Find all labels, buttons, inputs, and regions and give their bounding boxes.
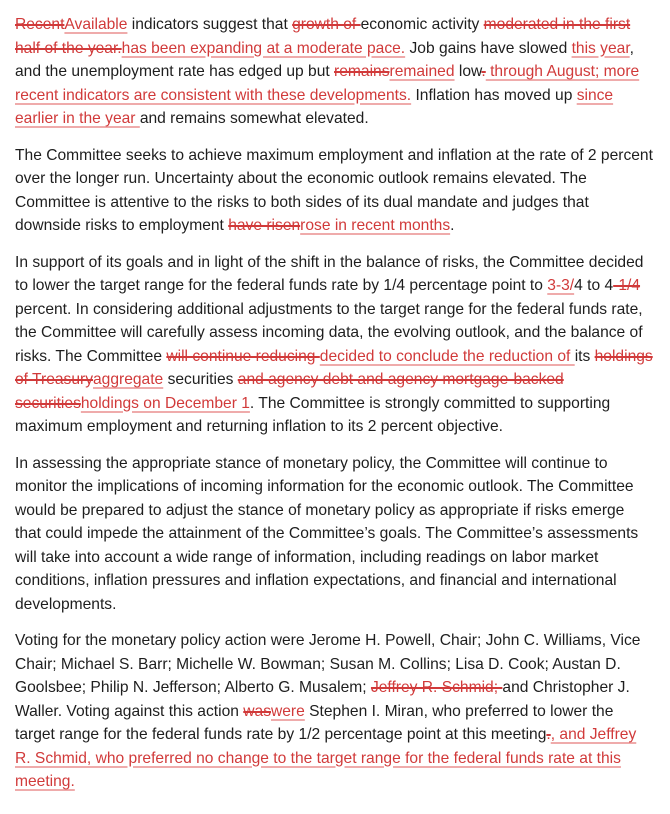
deleted-text-run: have risen bbox=[228, 217, 301, 234]
body-text-run: . bbox=[450, 217, 455, 234]
paragraph bbox=[15, 452, 654, 617]
inserted-text-run: since earlier in the year bbox=[15, 86, 614, 127]
deleted-text-run: Recent bbox=[15, 16, 65, 33]
body-text-run: its bbox=[574, 347, 595, 365]
body-text-run: In support of its goals and in light of the shift in the balance of risks, the Committee decided to lower the target range for the federal funds rate by 1/4 percentage point to bbox=[15, 253, 644, 294]
body-text-run: . The Committee is strongly committed to supporting maximum employment and returning inflation to its 2 percent objective. bbox=[15, 394, 611, 435]
deleted-text-run: growth of bbox=[292, 16, 361, 33]
body-text-run: The Committee seeks to achieve maximum employment and inflation at the rate of 2 percent over the longer run. Uncertainty about the economic outlook remains elevated. The Committee is attentive to the risks to both sides of its dual mandate and judges that downside risks to employment bbox=[15, 146, 653, 234]
inserted-text-run: rose in recent months bbox=[300, 217, 451, 234]
body-text-run: Inflation has moved up bbox=[411, 86, 577, 104]
paragraph bbox=[15, 144, 654, 238]
deleted-text-run: . bbox=[546, 726, 551, 743]
body-text-run: low bbox=[454, 63, 482, 80]
body-text-run: In assessing the appropriate stance of monetary policy, the Committee will continue to monitor the implications of incoming information for the economic outlook. The Committee would be prepared to adjust the stance of monetary policy as appropriate if risks emerge that could impede the attainment of the Committee’s goals. The Committee’s assessments will take into account a wide range of information, including readings on labor market conditions, inflation pressures and inflation expectations, and financial and international developments. bbox=[15, 454, 639, 613]
deleted-text-run: . bbox=[481, 63, 486, 80]
paragraph-container bbox=[15, 13, 654, 794]
paragraph bbox=[15, 251, 654, 439]
paragraph bbox=[15, 13, 654, 131]
deleted-text-run: moderated in the first half of the year. bbox=[15, 16, 631, 57]
inserted-text-run: through August; more recent indicators are consistent with these developments. bbox=[15, 63, 640, 104]
body-text-run: 4 to 4 bbox=[574, 277, 614, 294]
body-text-run: indicators suggest that bbox=[127, 16, 293, 33]
inserted-text-run: 3-3/ bbox=[547, 277, 575, 294]
body-text-run: percent. In considering additional adjustments to the target range for the federal funds rate, the Committee will carefully assess incoming data, the evolving outlook, and the balance of risks. The Committee bbox=[15, 300, 643, 365]
inserted-text-run: has been expanding at a moderate pace. bbox=[121, 39, 406, 57]
deleted-text-run: holdings of Treasury bbox=[15, 347, 653, 388]
deleted-text-run: will continue reducing bbox=[166, 347, 320, 365]
deleted-text-run: Jeffrey R. Schmid; bbox=[370, 679, 503, 696]
body-text-run: and Christopher J. Waller. Voting against this action bbox=[15, 679, 630, 720]
inserted-text-run: were bbox=[271, 702, 305, 720]
inserted-text-run: holdings on December 1 bbox=[80, 394, 250, 412]
body-text-run: , and the unemployment rate has edged up but bbox=[15, 39, 634, 80]
inserted-text-run: this year bbox=[571, 39, 630, 57]
inserted-text-run: remained bbox=[389, 63, 455, 80]
deleted-text-run: remains bbox=[334, 63, 390, 80]
paragraph bbox=[15, 629, 654, 794]
body-text-run: Stephen I. Miran, who preferred to lower the target range for the federal funds rate by 1/2 percentage point at this meeting bbox=[15, 702, 614, 743]
deleted-text-run: and agency debt and agency mortgage-backed securities bbox=[15, 371, 564, 412]
deleted-text-run: was bbox=[243, 702, 271, 720]
inserted-text-run: , and Jeffrey R. Schmid, who preferred no change to the target range for the federal funds rate at this meeting. bbox=[15, 726, 637, 790]
inserted-text-run: decided to conclude the reduction of bbox=[319, 347, 575, 365]
body-text-run: Job gains have slowed bbox=[405, 39, 572, 57]
inserted-text-run: aggregate bbox=[93, 371, 164, 388]
body-text-run: securities bbox=[163, 371, 238, 388]
body-text-run: and remains somewhat elevated. bbox=[139, 110, 369, 127]
body-text-run: Voting for the monetary policy action were Jerome H. Powell, Chair; John C. Williams, Vice Chair; Michael S. Barr; Michelle W. Bowman; Susan M. Collins; Lisa D. Cook; Austan D. Goolsbee; Philip N. Jefferson; Alberto G. Musalem; bbox=[15, 632, 641, 696]
inserted-text-run: Available bbox=[64, 16, 128, 33]
deleted-text-run: -1/4 bbox=[613, 277, 641, 294]
body-text-run: economic activity bbox=[360, 16, 484, 33]
